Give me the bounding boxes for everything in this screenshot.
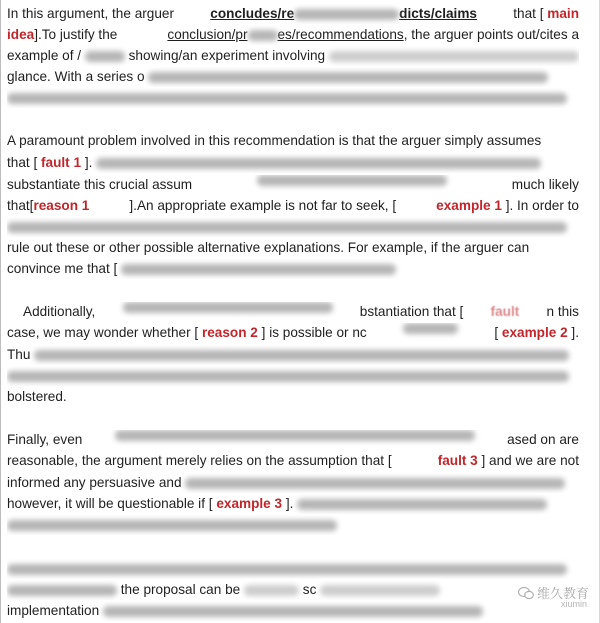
p1-line-3 <box>7 46 579 66</box>
p1-text: example of / <box>7 48 82 63</box>
p3-line-4-redacted <box>7 366 579 386</box>
p2-line-5-redacted <box>7 217 579 237</box>
p2-text: that[ <box>7 198 34 213</box>
p4-line-2 <box>7 451 579 471</box>
p1-text: , the arguer points out/cites a <box>403 27 579 42</box>
placeholder-reason-2: reason 2 <box>201 325 258 340</box>
p4-line-3 <box>7 473 579 493</box>
p3-line-2 <box>7 323 579 343</box>
placeholder-fault-2: fault <box>490 304 520 319</box>
placeholder-reason-1: reason 1 <box>33 198 90 213</box>
p3-text: bstantiation that [ <box>359 304 464 319</box>
placeholder-example-3: example 3 <box>216 496 283 511</box>
placeholder-example-1: example 1 <box>436 198 502 213</box>
p2-text: ]. In order to <box>505 198 579 213</box>
watermark-sub: xiumin <box>560 599 587 609</box>
p2-text: substantiate this crucial <box>7 177 149 192</box>
p4-text: however, it will be questionable if [ <box>7 496 213 511</box>
p5-line-2 <box>7 580 579 600</box>
p4-line-1 <box>7 430 579 450</box>
placeholder-main-idea: idea <box>7 27 35 42</box>
p4-text: reasonable, the argument merely relies on the assumption that [ <box>7 453 392 468</box>
p1-text: that [ <box>513 6 544 21</box>
placeholder-example-2: example 2 <box>501 325 568 340</box>
p5-text: implementation <box>7 603 100 618</box>
p5-text: the proposal can be <box>120 582 241 597</box>
p1-line-5-redacted <box>7 88 579 108</box>
p4-text: informed any persuasive and <box>7 475 182 490</box>
p3-line-5 <box>7 387 579 407</box>
p2-text: assum <box>152 177 193 192</box>
placeholder-main-idea: main <box>547 6 579 21</box>
placeholder-fault-1: fault 1 <box>41 155 82 170</box>
p3-text: n this <box>546 304 579 319</box>
p3-text: Additionally, <box>23 304 96 319</box>
p2-line-6 <box>7 238 579 258</box>
p1-text: glance. With a series <box>7 69 134 84</box>
p1-line-2 <box>7 25 579 45</box>
p5-text: sc <box>302 582 317 597</box>
underlined-term: conclusion/pr <box>167 27 248 42</box>
p2-line-7 <box>7 259 579 279</box>
underlined-term: es/recommendations <box>277 27 404 42</box>
p2-text: A paramount problem involved in this recommendation is that the arguer simply assumes <box>7 133 542 148</box>
p1-text: ].To justify the <box>34 27 118 42</box>
p3-text: bolstered. <box>7 389 67 404</box>
p3-text: Thu <box>7 347 31 362</box>
underlined-term: concludes/re <box>210 6 295 21</box>
p4-line-4 <box>7 494 579 514</box>
p2-text: convince me that [ <box>7 261 118 276</box>
p4-text: ased on are <box>507 432 579 447</box>
p3-text: ] is possible or <box>261 325 349 340</box>
p4-text: even <box>52 432 83 447</box>
p2-text: much likely <box>511 177 579 192</box>
wechat-icon <box>518 586 534 600</box>
p2-line-3 <box>7 175 579 195</box>
p3-text: ]. <box>571 325 579 340</box>
p4-line-5-redacted <box>7 515 579 535</box>
p1-text: o <box>136 69 145 84</box>
p5-line-3 <box>7 601 579 621</box>
p1-text: showing/an experiment involving <box>128 48 326 63</box>
underlined-term: dicts/claims <box>399 6 477 21</box>
p1-text: In this argument, the arguer <box>7 6 174 21</box>
p1-line-4 <box>7 67 579 87</box>
p2-line-1 <box>7 131 579 151</box>
p3-line-1 <box>7 302 579 322</box>
p2-line-2 <box>7 153 579 173</box>
p4-text: ]. <box>285 496 294 511</box>
p2-line-4 <box>7 196 579 216</box>
p4-text: ] and we are not <box>481 453 579 468</box>
p3-line-3 <box>7 345 579 365</box>
p2-text: rule out these or other possible alternative explanations. For example, if the arguer can <box>7 240 530 255</box>
p1-line-1 <box>7 4 579 24</box>
p2-text: that [ <box>7 155 38 170</box>
p3-text: case, we may wonder whether [ <box>7 325 199 340</box>
p3-text: [ <box>494 325 499 340</box>
p2-text: ]. <box>84 155 93 170</box>
watermark-brand: 维久教育 <box>536 586 589 601</box>
p5-line-1-redacted <box>7 559 579 579</box>
p2-text: ].An appropriate example is not far to seek, [ <box>129 198 397 213</box>
watermark <box>518 583 589 609</box>
p3-text: nc <box>352 325 367 340</box>
p4-text: Finally, <box>7 432 50 447</box>
placeholder-fault-3: fault 3 <box>437 453 478 468</box>
